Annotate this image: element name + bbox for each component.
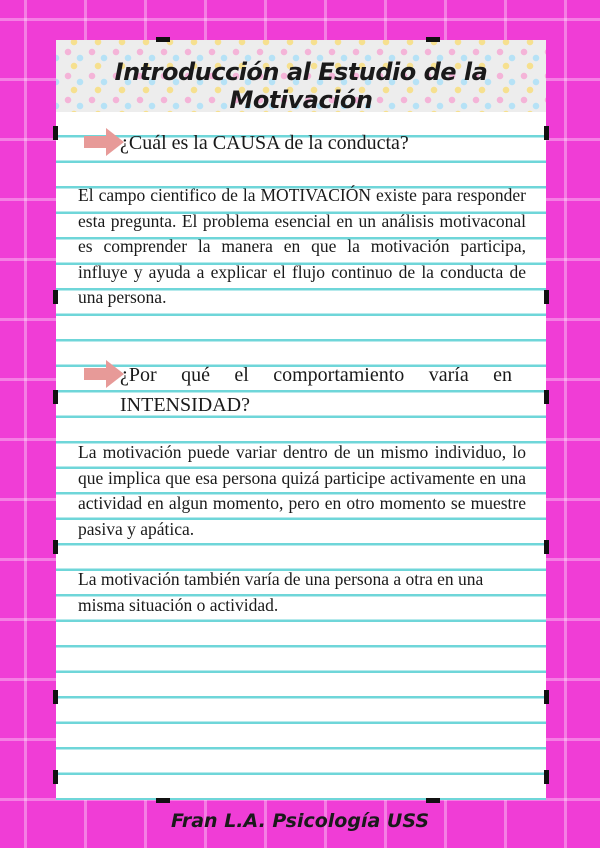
header-band: [56, 40, 546, 112]
border-tick: [544, 390, 549, 404]
border-tick: [544, 290, 549, 304]
border-tick: [53, 390, 58, 404]
border-tick: [53, 126, 58, 140]
border-tick: [53, 290, 58, 304]
border-tick: [426, 37, 440, 42]
border-tick: [544, 540, 549, 554]
border-tick: [426, 798, 440, 803]
border-tick: [53, 540, 58, 554]
border-tick: [53, 690, 58, 704]
paragraph-cause: El campo cientifico de la MOTIVACIÓN existe para responder esta pregunta. El problema esencial en un análisis motivaconal es comprender la manera en que la motivación participa, influye y ayuda a explicar el flujo continuo de la conducta de una persona.: [78, 185, 526, 307]
question-intensity-line1: ¿Por qué el comportamiento varía en: [120, 364, 512, 386]
notebook-page: [56, 40, 546, 800]
author-footer: Fran L.A. Psicología USS: [170, 810, 430, 832]
border-tick: [544, 690, 549, 704]
border-tick: [544, 126, 549, 140]
question-cause: ¿Cuál es la CAUSA de la conducta?: [120, 132, 409, 154]
border-tick: [156, 37, 170, 42]
border-tick: [53, 770, 58, 784]
page-title: Introducción al Estudio de la Motivación: [114, 58, 488, 114]
border-tick: [544, 770, 549, 784]
question-intensity-line2: INTENSIDAD?: [120, 394, 250, 416]
paragraph-variation: La motivación también varía de una persona a otra en una misma situación o actividad.: [78, 569, 484, 615]
border-tick: [156, 798, 170, 803]
paragraph-intensity: La motivación puede variar dentro de un mismo individuo, lo que implica que esa persona quizá participe activamente en una actividad en algun momento, pero en otro momento se muestre pasiva y apática.: [78, 442, 526, 539]
